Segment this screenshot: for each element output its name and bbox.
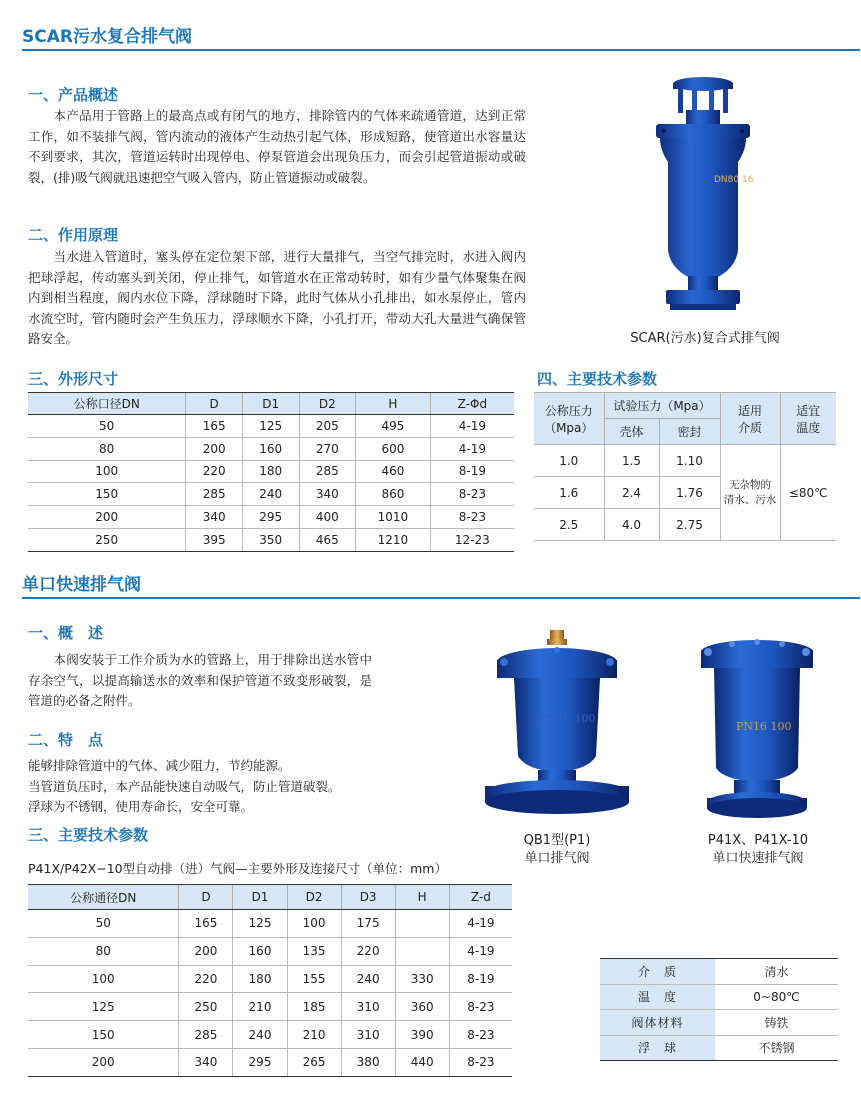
s2-dimensions-table	[28, 884, 512, 1077]
seal-header: 密封	[659, 419, 720, 445]
principle-text: 当水进入管道时，塞头停在定位架下部，进行大量排气，当空气排完时，水进入阀内把球浮起，传动塞头到关闭，停止排气，如管道水在正常动转时，如有少量气体聚集在阀内到相当程度，阀内水位下降，浮球随时下降，此时气体从小孔排出，如水泵停止，管内水流空时，管内随时会产生负压力，浮球顺水下降，小孔打开，带动大孔大量进气确保管路安全。	[28, 249, 526, 346]
header-text: （Mpa）	[544, 420, 594, 435]
table-header-row	[28, 393, 514, 415]
temp-cell: ≤80℃	[780, 445, 836, 541]
spec-row	[600, 959, 838, 985]
table-cell: 1010	[356, 506, 431, 529]
table-cell: 150	[28, 1021, 179, 1049]
table-header-row	[28, 885, 512, 910]
table-cell: 80	[28, 937, 179, 965]
dimensions-table	[28, 392, 514, 552]
table-cell: 150	[28, 483, 186, 506]
table-row	[28, 1048, 512, 1076]
p41x-caption	[670, 832, 846, 868]
table-cell: 8-23	[449, 1048, 512, 1076]
col-header: D	[186, 393, 243, 415]
table-row	[28, 437, 514, 460]
spec-key: 浮 球	[600, 1035, 715, 1061]
medium-header	[720, 393, 780, 445]
table-cell: 12-23	[430, 528, 514, 551]
table-cell: 285	[186, 483, 243, 506]
table-cell: 240	[242, 483, 299, 506]
table-cell: 2.5	[534, 509, 604, 541]
table-cell: 100	[287, 910, 341, 938]
col-header: 公称口径DN	[28, 393, 186, 415]
table-cell: 265	[287, 1048, 341, 1076]
table-cell: 100	[28, 965, 179, 993]
col-header: Z-d	[449, 885, 512, 910]
table-cell: 380	[341, 1048, 395, 1076]
table-cell: 50	[28, 910, 179, 938]
table-cell: 270	[299, 437, 356, 460]
table-cell: 465	[299, 528, 356, 551]
header-text: 温度	[796, 420, 821, 435]
tech-params-table	[534, 392, 836, 541]
spec-value: 清水	[715, 959, 838, 985]
table-cell: 1.5	[604, 445, 659, 477]
table-cell: 220	[341, 937, 395, 965]
table-cell: 330	[395, 965, 449, 993]
valve-marking: DN80 16	[714, 175, 754, 185]
table-cell: 495	[356, 415, 431, 438]
table-cell: 210	[287, 1021, 341, 1049]
table-row	[28, 528, 514, 551]
table-cell: 1.76	[659, 477, 720, 509]
medium-cell	[720, 445, 780, 541]
header-text: 介质	[737, 420, 762, 435]
test-pressure-header: 试验压力（Mpa）	[604, 393, 720, 419]
col-header: D	[179, 885, 233, 910]
pressure-header	[534, 393, 604, 445]
table-cell: 340	[299, 483, 356, 506]
qb1-model: QB1型(P1)	[523, 833, 591, 848]
table-row	[28, 506, 514, 529]
table-cell: 200	[28, 506, 186, 529]
table-row	[28, 1021, 512, 1049]
spec-row	[600, 1010, 838, 1036]
col-header: D1	[233, 885, 287, 910]
section2-title: 单口快速排气阀	[22, 575, 141, 595]
spec-key: 介 质	[600, 959, 715, 985]
table-cell: 8-19	[449, 965, 512, 993]
qb1-name: 单口排气阀	[524, 851, 590, 866]
table-cell: 285	[179, 1021, 233, 1049]
table-cell: 4-19	[430, 415, 514, 438]
table-cell: 8-23	[430, 506, 514, 529]
table-cell: 165	[186, 415, 243, 438]
table-cell: 860	[356, 483, 431, 506]
qb1-caption	[478, 832, 636, 868]
spec-value: 铸铁	[715, 1010, 838, 1036]
header-text: 适宜	[796, 403, 821, 418]
tech-heading: 四、主要技术参数	[537, 370, 658, 388]
table-cell: 600	[356, 437, 431, 460]
table-cell: 250	[28, 528, 186, 551]
table-cell: 340	[186, 506, 243, 529]
table-row	[28, 937, 512, 965]
col-header: D2	[299, 393, 356, 415]
table-cell: 350	[242, 528, 299, 551]
spec-key: 温 度	[600, 984, 715, 1010]
cell-text: 清水、污水	[723, 493, 777, 506]
table-cell: 200	[28, 1048, 179, 1076]
col-header: H	[356, 393, 431, 415]
col-header: D3	[341, 885, 395, 910]
table-cell: 395	[186, 528, 243, 551]
table-cell: 125	[242, 415, 299, 438]
table-cell: 8-23	[430, 483, 514, 506]
section2-rule	[22, 597, 860, 599]
table-row	[28, 460, 514, 483]
table-cell: 220	[179, 965, 233, 993]
section1-rule	[22, 49, 860, 51]
table-cell: 180	[242, 460, 299, 483]
features-heading: 二、特 点	[28, 731, 104, 749]
scar-caption: SCAR(污水)复合式排气阀	[630, 331, 780, 346]
table-cell: 135	[287, 937, 341, 965]
table-cell: 125	[233, 910, 287, 938]
temp-header	[780, 393, 836, 445]
table-cell: 160	[242, 437, 299, 460]
feature-item: 当管道负压时，本产品能快速自动吸气，防止管道破裂。	[28, 778, 341, 794]
table-cell: 80	[28, 437, 186, 460]
p41x-valve-image	[690, 630, 824, 826]
spec-value: 0~80℃	[715, 984, 838, 1010]
shell-header: 壳体	[604, 419, 659, 445]
qb1-marking: PN16 100	[540, 712, 596, 725]
feature-item: 浮球为不锈钢，使用寿命长，安全可靠。	[28, 799, 254, 814]
table-cell: 165	[179, 910, 233, 938]
table-cell: 210	[233, 993, 287, 1021]
header-text: 适用	[737, 403, 762, 418]
table-cell: 240	[341, 965, 395, 993]
spec-row	[600, 984, 838, 1010]
table-cell: 4-19	[449, 937, 512, 965]
section1-title: SCAR污水复合排气阀	[22, 27, 192, 47]
table-cell: 8-23	[449, 1021, 512, 1049]
p41x-model: P41X、P41X-10	[707, 833, 809, 848]
table-cell: 200	[179, 937, 233, 965]
table-cell: 310	[341, 1021, 395, 1049]
s2-overview-text: 本阀安装于工作介质为水的管路上，用于排除出送水管中存余空气，以提高输送水的效率和保护管道不致变形破裂，是管道的必备之附件。	[28, 652, 372, 708]
table-cell: 1.0	[534, 445, 604, 477]
principle-heading: 二、作用原理	[28, 226, 119, 244]
table-cell: 160	[233, 937, 287, 965]
p41x-name: 单口快速排气阀	[712, 851, 804, 866]
col-header: 公称通径DN	[28, 885, 179, 910]
scar-valve-image	[640, 72, 766, 322]
table-cell: 360	[395, 993, 449, 1021]
cell-text: 无杂物的	[729, 478, 771, 491]
table-row	[28, 993, 512, 1021]
table-cell: 4-19	[449, 910, 512, 938]
dimensions-heading: 三、外形尺寸	[28, 370, 119, 388]
table-cell: 1210	[356, 528, 431, 551]
table-cell: 285	[299, 460, 356, 483]
table-cell: 8-23	[449, 993, 512, 1021]
table-cell: 175	[341, 910, 395, 938]
col-header: D1	[242, 393, 299, 415]
table-cell	[395, 937, 449, 965]
table-cell: 205	[299, 415, 356, 438]
table-cell: 200	[186, 437, 243, 460]
col-header: D2	[287, 885, 341, 910]
table-cell: 100	[28, 460, 186, 483]
table-cell: 2.4	[604, 477, 659, 509]
table-cell: 125	[28, 993, 179, 1021]
table-cell: 1.10	[659, 445, 720, 477]
table-header-row	[534, 393, 836, 419]
table-cell: 460	[356, 460, 431, 483]
col-header: Z-Φd	[430, 393, 514, 415]
table-cell	[395, 910, 449, 938]
overview-text: 本产品用于管路上的最高点或有闭气的地方，排除管内的气体来疏通管道，达到正常工作，如不装排气阀，管内流动的液体产生动热引起气体，形成短路，使管道出水容量达不到要求，其次，管道运转时出现停电、停泵管道会出现负压力，而会引起管道振动或破裂，(排)吸气阀就迅速把空气吸入管内，防止管道振动或破裂。	[28, 108, 526, 185]
table-cell: 340	[179, 1048, 233, 1076]
feature-item: 能够排除管道中的气体、减少阻力，节约能源。	[28, 758, 291, 773]
table-cell: 2.75	[659, 509, 720, 541]
table-row	[28, 415, 514, 438]
table-cell: 1.6	[534, 477, 604, 509]
spec-value: 不锈钢	[758, 1041, 795, 1056]
table-cell: 400	[299, 506, 356, 529]
header-text: 公称压力	[544, 403, 593, 418]
overview-heading: 一、产品概述	[28, 86, 119, 104]
table-cell: 4.0	[604, 509, 659, 541]
table-cell: 390	[395, 1021, 449, 1049]
table-cell: 220	[186, 460, 243, 483]
table-cell: 180	[233, 965, 287, 993]
features-list	[28, 756, 468, 818]
table-cell: 240	[233, 1021, 287, 1049]
table-cell: 295	[242, 506, 299, 529]
col-header: H	[395, 885, 449, 910]
s2-table-caption: P41X/P42X−10型自动排（进）气阀—主要外形及连接尺寸（单位：mm）	[28, 861, 447, 876]
table-row	[534, 445, 836, 477]
table-row	[28, 910, 512, 938]
table-cell: 50	[28, 415, 186, 438]
s2-tech-heading: 三、主要技术参数	[28, 826, 149, 844]
specs-table	[600, 958, 838, 1061]
spec-key: 阀体材料	[600, 1010, 715, 1036]
table-cell: 185	[287, 993, 341, 1021]
table-cell: 155	[287, 965, 341, 993]
table-cell: 8-19	[430, 460, 514, 483]
table-cell: 4-19	[430, 437, 514, 460]
spec-row	[600, 1035, 838, 1061]
table-row	[28, 965, 512, 993]
table-cell: 440	[395, 1048, 449, 1076]
table-cell: 250	[179, 993, 233, 1021]
table-row	[28, 483, 514, 506]
table-cell: 310	[341, 993, 395, 1021]
s2-overview-heading: 一、概 述	[28, 624, 104, 642]
p41x-marking: PN16 100	[736, 720, 792, 733]
table-cell: 295	[233, 1048, 287, 1076]
qb1-valve-image	[478, 626, 636, 826]
